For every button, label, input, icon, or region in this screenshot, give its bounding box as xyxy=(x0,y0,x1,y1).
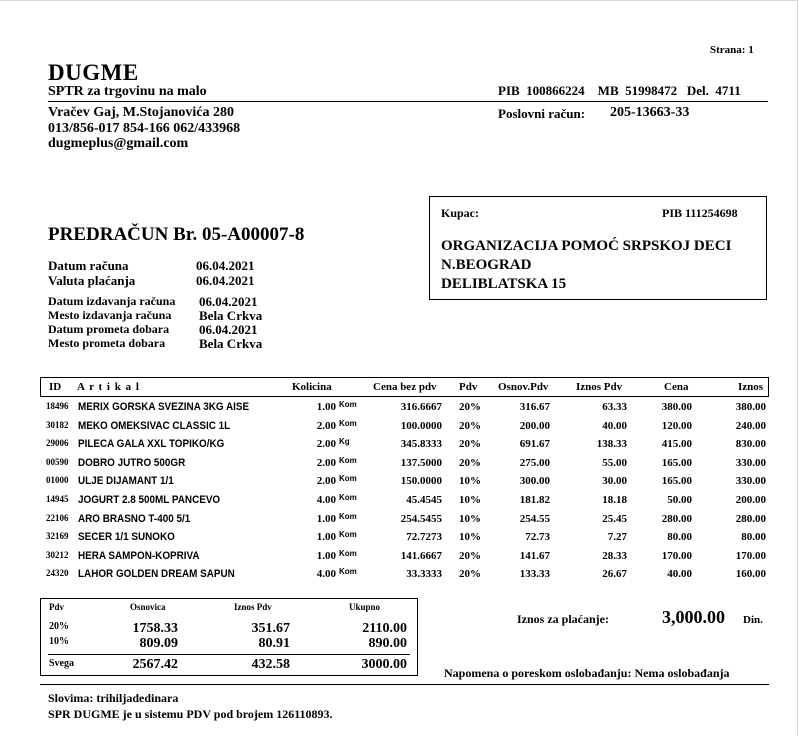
cell-qty: 1.00 xyxy=(316,513,336,525)
cell-amount: 830.00 xyxy=(735,438,766,450)
cell-article: DOBRO JUTRO 500GR xyxy=(78,457,186,469)
cell-amount: 380.00 xyxy=(735,401,766,413)
col-header-price: Cena xyxy=(664,381,689,393)
cell-amount: 240.00 xyxy=(735,420,766,432)
cell-id: 14945 xyxy=(46,494,69,504)
cell-id: 00590 xyxy=(46,457,69,467)
cell-qty: 2.00 xyxy=(316,420,336,432)
vat-summary-header-vat: Iznos Pdv xyxy=(234,602,272,612)
cell-unit: Kg xyxy=(339,437,350,446)
cell-base: 275.00 xyxy=(519,457,550,469)
document-title: PREDRAČUN Br. 05-A00007-8 xyxy=(48,224,305,245)
cell-amount: 280.00 xyxy=(735,513,766,525)
cell-amount: 200.00 xyxy=(735,494,766,506)
cell-base: 141.67 xyxy=(519,550,550,562)
vat-rate-total: Svega xyxy=(49,658,74,669)
buyer-name: ORGANIZACIJA POMOĆ SRPSKOJ DECI xyxy=(441,238,732,254)
field-label-valuta: Valuta plaćanja xyxy=(48,273,136,288)
seller-subtitle: SPTR za trgovinu na malo xyxy=(48,84,207,99)
account-number: 205-13663-33 xyxy=(610,105,690,120)
cell-vat: 20% xyxy=(459,420,481,432)
cell-article: PILECA GALA XXL TOPIKO/KG xyxy=(78,438,225,450)
cell-vat: 20% xyxy=(459,438,481,450)
vat-summary-header-total: Ukupno xyxy=(349,602,381,612)
seller-email: dugmeplus@gmail.com xyxy=(48,136,189,151)
cell-price: 380.00 xyxy=(661,401,692,413)
cell-price: 40.00 xyxy=(667,568,692,580)
cell-article: LAHOR GOLDEN DREAM SAPUN xyxy=(78,568,235,580)
col-header-base: Osnov.Pdv xyxy=(498,381,549,393)
del-label: Del. xyxy=(686,83,709,98)
cell-unit: Kom xyxy=(339,400,357,409)
cell-article: SECER 1/1 SUNOKO xyxy=(78,531,175,543)
cell-article: ARO BRASNO T-400 5/1 xyxy=(78,513,191,525)
cell-base: 200.00 xyxy=(519,420,550,432)
field-value-mesto-prometa: Bela Crkva xyxy=(199,336,263,351)
cell-unit: Kom xyxy=(339,567,357,576)
cell-qty: 2.00 xyxy=(316,438,336,450)
vat-amount-20: 351.67 xyxy=(251,621,290,636)
col-header-vat-amount: Iznos Pdv xyxy=(576,381,623,393)
field-value-datum-racuna: 06.04.2021 xyxy=(196,258,255,273)
page-number: Strana: 1 xyxy=(710,44,754,56)
col-header-vat: Pdv xyxy=(459,381,478,393)
buyer-street: DELIBLATSKA 15 xyxy=(441,276,567,292)
cell-vat-amount: 63.33 xyxy=(602,401,627,413)
pib-value: 100866224 xyxy=(526,83,585,98)
cell-price-no-vat: 45.4545 xyxy=(406,494,442,506)
vat-rate-20: 20% xyxy=(49,621,69,632)
mb-label: MB xyxy=(597,83,619,98)
vat-base-20: 1758.33 xyxy=(132,621,178,636)
cell-unit: Kom xyxy=(339,456,357,465)
cell-vat: 20% xyxy=(459,550,481,562)
vat-total-total: 3000.00 xyxy=(361,657,407,672)
cell-vat: 10% xyxy=(459,475,481,487)
vat-rate-10: 10% xyxy=(49,636,69,647)
col-header-price-no-vat: Cena bez pdv xyxy=(373,381,437,393)
cell-vat: 20% xyxy=(459,568,481,580)
cell-price-no-vat: 137.5000 xyxy=(400,457,442,469)
cell-qty: 4.00 xyxy=(316,568,336,580)
cell-amount: 330.00 xyxy=(735,475,766,487)
cell-vat-amount: 28.33 xyxy=(602,550,627,562)
cell-article: MERIX GORSKA SVEZINA 3KG AISE xyxy=(78,401,250,413)
vat-base-total: 2567.42 xyxy=(132,657,178,672)
cell-vat-amount: 40.00 xyxy=(602,420,627,432)
footer-rule xyxy=(40,684,769,685)
cell-qty: 1.00 xyxy=(316,401,336,413)
cell-id: 29006 xyxy=(46,438,69,448)
cell-vat: 20% xyxy=(459,401,481,413)
cell-amount: 160.00 xyxy=(735,568,766,580)
buyer-label: Kupac: xyxy=(441,206,480,220)
cell-price-no-vat: 33.3333 xyxy=(406,568,442,580)
cell-vat: 10% xyxy=(459,513,481,525)
vat-total-10: 890.00 xyxy=(368,636,407,651)
seller-name: DUGME xyxy=(48,60,139,85)
field-value-datum-izdavanja: 06.04.2021 xyxy=(199,294,258,309)
payment-label: Iznos za plaćanje: xyxy=(517,612,609,626)
header-divider xyxy=(48,101,768,102)
cell-vat-amount: 7.27 xyxy=(607,531,627,543)
cell-qty: 4.00 xyxy=(316,494,336,506)
cell-price-no-vat: 316.6667 xyxy=(400,401,442,413)
cell-vat-amount: 55.00 xyxy=(602,457,627,469)
cell-vat: 10% xyxy=(459,494,481,506)
seller-address: Vračev Gaj, M.Stojanovića 280 xyxy=(48,105,234,120)
cell-price: 80.00 xyxy=(667,531,692,543)
cell-price: 170.00 xyxy=(661,550,692,562)
amount-in-words: Slovima: trihiljadedinara xyxy=(48,691,179,705)
field-label-datum-racuna: Datum računa xyxy=(48,258,129,273)
field-value-datum-prometa: 06.04.2021 xyxy=(199,322,258,337)
cell-id: 18496 xyxy=(46,401,69,411)
cell-unit: Kom xyxy=(339,512,357,521)
cell-unit: Kom xyxy=(339,419,357,428)
cell-price: 50.00 xyxy=(667,494,692,506)
seller-phones: 013/856-017 854-166 062/433968 xyxy=(48,121,241,136)
vat-amount-total: 432.58 xyxy=(251,657,290,672)
cell-unit: Kom xyxy=(339,549,357,558)
seller-ids xyxy=(498,83,741,99)
cell-price-no-vat: 150.0000 xyxy=(400,475,442,487)
buyer-pib: PIB 111254698 xyxy=(662,206,738,220)
cell-id: 01000 xyxy=(46,475,69,485)
field-label-mesto-izdavanja: Mesto izdavanja računa xyxy=(48,308,172,322)
cell-base: 691.67 xyxy=(519,438,550,450)
cell-base: 181.82 xyxy=(519,494,550,506)
cell-price: 280.00 xyxy=(661,513,692,525)
vat-total-20: 2110.00 xyxy=(362,621,407,636)
cell-base: 72.73 xyxy=(525,531,550,543)
cell-amount: 170.00 xyxy=(735,550,766,562)
vat-amount-10: 80.91 xyxy=(258,636,290,651)
cell-amount: 330.00 xyxy=(735,457,766,469)
col-header-qty: Kolicina xyxy=(292,381,332,393)
cell-price: 165.00 xyxy=(661,475,692,487)
pib-label: PIB xyxy=(498,83,520,98)
cell-id: 22106 xyxy=(46,513,69,523)
payment-currency: Din. xyxy=(743,614,763,626)
cell-vat-amount: 26.67 xyxy=(602,568,627,580)
cell-price-no-vat: 100.0000 xyxy=(400,420,442,432)
cell-price-no-vat: 141.6667 xyxy=(400,550,442,562)
vat-summary-header-base: Osnovica xyxy=(130,602,166,612)
vat-registration: SPR DUGME je u sistemu PDV pod brojem 126110893. xyxy=(48,707,333,721)
cell-id: 24320 xyxy=(46,568,69,578)
cell-price: 415.00 xyxy=(661,438,692,450)
cell-article: ULJE DIJAMANT 1/1 xyxy=(78,475,174,487)
cell-qty: 1.00 xyxy=(316,550,336,562)
vat-summary-divider xyxy=(48,654,410,655)
cell-price-no-vat: 72.7273 xyxy=(406,531,442,543)
field-value-valuta: 06.04.2021 xyxy=(196,273,255,288)
cell-unit: Kom xyxy=(339,530,357,539)
field-value-mesto-izdavanja: Bela Crkva xyxy=(199,308,263,323)
cell-base: 133.33 xyxy=(519,568,550,580)
col-header-id: ID xyxy=(49,381,62,393)
account-label: Poslovni račun: xyxy=(498,106,586,121)
cell-vat-amount: 18.18 xyxy=(602,494,627,506)
cell-unit: Kom xyxy=(339,474,357,483)
cell-base: 254.55 xyxy=(519,513,550,525)
payment-amount: 3,000.00 xyxy=(662,607,725,627)
field-label-datum-izdavanja: Datum izdavanja računa xyxy=(48,294,176,308)
cell-vat-amount: 138.33 xyxy=(596,438,627,450)
cell-id: 32169 xyxy=(46,531,69,541)
cell-id: 30182 xyxy=(46,420,69,430)
cell-vat: 10% xyxy=(459,531,481,543)
vat-base-10: 809.09 xyxy=(139,636,178,651)
cell-qty: 2.00 xyxy=(316,457,336,469)
col-header-article: A r t i k a l xyxy=(77,381,140,393)
cell-amount: 80.00 xyxy=(741,531,766,543)
cell-base: 316.67 xyxy=(519,401,550,413)
del-value: 4711 xyxy=(715,83,741,98)
cell-vat-amount: 30.00 xyxy=(602,475,627,487)
cell-id: 30212 xyxy=(46,550,69,560)
cell-price: 120.00 xyxy=(661,420,692,432)
cell-price: 165.00 xyxy=(661,457,692,469)
cell-base: 300.00 xyxy=(519,475,550,487)
col-header-amount: Iznos xyxy=(738,381,764,393)
vat-summary-header-rate: Pdv xyxy=(49,602,65,612)
mb-value: 51998472 xyxy=(625,83,678,98)
cell-article: HERA SAMPON-KOPRIVA xyxy=(78,550,200,562)
cell-qty: 1.00 xyxy=(316,531,336,543)
cell-article: JOGURT 2.8 500ML PANCEVO xyxy=(78,494,221,506)
field-label-datum-prometa: Datum prometa dobara xyxy=(48,322,170,336)
cell-qty: 2.00 xyxy=(316,475,336,487)
tax-exemption-note: Napomena o poreskom oslobađanju: Nema oslobađanja xyxy=(444,666,730,680)
buyer-city: N.BEOGRAD xyxy=(441,257,532,273)
cell-article: MEKO OMEKSIVAC CLASSIC 1L xyxy=(78,420,231,432)
cell-price-no-vat: 345.8333 xyxy=(400,438,442,450)
cell-unit: Kom xyxy=(339,493,357,502)
cell-vat-amount: 25.45 xyxy=(602,513,627,525)
cell-price-no-vat: 254.5455 xyxy=(400,513,442,525)
cell-vat: 20% xyxy=(459,457,481,469)
field-label-mesto-prometa: Mesto prometa dobara xyxy=(48,336,166,350)
